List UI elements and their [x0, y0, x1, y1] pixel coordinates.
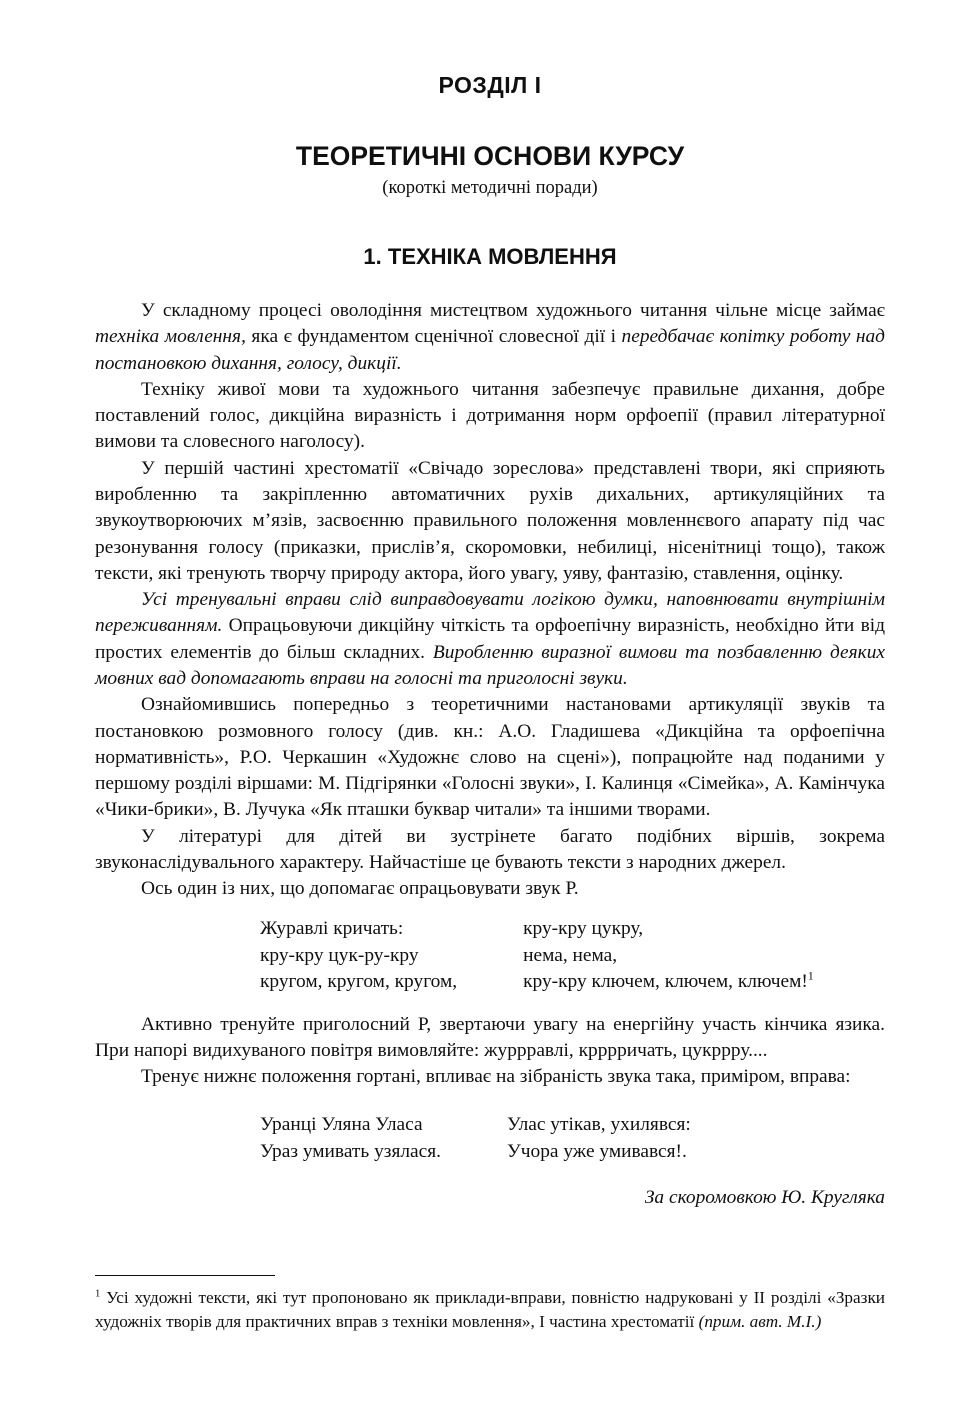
paragraph-4-part-b: Опрацьовуючи дикційну чіткість та орфоепічну виразність, необхідно йти від простих елементів до більш складних. [95, 615, 885, 663]
verse-cell-right: Улас утікав, ухилявся: [507, 1114, 691, 1136]
footnote-marker: 1 [95, 1288, 101, 1300]
verse-text: кру-кру ключем, ключем, ключем! [523, 971, 808, 993]
chapter-label: РОЗДІЛ I [438, 72, 542, 98]
verse-attribution: За скоромовкою Ю. Кругляка [644, 1187, 885, 1209]
verse-cell-left: кругом, кругом, кругом, [260, 971, 458, 993]
verse-block-cranes [260, 916, 814, 995]
verse-row [260, 969, 814, 995]
verse-cell-left: Уранці Уляна Уласа [260, 1114, 423, 1136]
verse-row [260, 916, 814, 942]
paragraph-7: Ось один із них, що допомагає опрацьовувати звук Р. [141, 878, 579, 900]
verse-cell-right [523, 969, 814, 995]
paragraph-6: У літературі для дітей ви зустрінете багато подібних віршів, зокрема звуконаслідувального характеру. Найчастіше це бувають тексти з народних джерел. [95, 825, 885, 873]
paragraph-8: Активно тренуйте приголосний Р, звертаючи увагу на енергійну участь кінчика язика. При напорі видихуваного повітря вимовляйте: журрравлі, крррричать, цукррру.... [95, 1013, 885, 1061]
verse-cell-right: нема, нема, [523, 944, 618, 966]
section-title: 1. ТЕХНІКА МОВЛЕННЯ [363, 244, 617, 269]
verse-cell-left: Ураз умивать узялася. [260, 1140, 442, 1162]
verse-block-ulyana [260, 1112, 691, 1165]
paragraph-1-emphasis-technique: техніка мовлення [95, 326, 242, 348]
paragraph-1 [95, 298, 885, 377]
paragraph-4-emphasis-c: Виробленню виразної вимови та позбавленню деяких мовних вад допомагають вправи на голосні та приголосні звуки. [95, 641, 885, 689]
footnote-text-a: Усі художні тексти, які тут пропоновано як приклади-вправи, повністю надруковані у II розділі «Зразки художніх творів для практичних вправ з техніки мовлення», І частина хрестоматії [95, 1288, 885, 1331]
paragraph-4-emphasis-a: Усі тренувальні вправи слід виправдовувати логікою думки, наповнювати внутрішнім переживанням. [95, 589, 885, 637]
paragraph-1-emphasis-work: передбачає копітку роботу над постановкою дихання, голосу, дикції. [95, 326, 885, 374]
verse-cell-right: Учора уже умивався!. [507, 1140, 687, 1162]
paragraph-3: У першій частині хрестоматії «Свічадо зореслова» представлені твори, які сприяють виробленню та закріпленню автоматичних рухів дихальних, артикуляційних та звукоутворюючих м’язів, засвоєнню правильного положення мовленнєвого апарату під час резонування голосу (приказки, прислів’я, скоромовки, небилиці, нісенітниці тощо), також тексти, які тренують творчу природу актора, його увагу, уяву, фантазію, ставлення, оцінку. [95, 457, 885, 584]
verse-cell-left: кру-кру цук-ру-кру [260, 944, 419, 966]
paragraph-4 [95, 587, 885, 692]
paragraph-2: Техніку живої мови та художнього читання забезпечує правильне дихання, добре поставлений голос, дикційна виразність і дотримання норм орфоепії (правил літературної вимови та словесного наголосу). [95, 378, 885, 453]
footnote-separator-rule [95, 1275, 275, 1276]
chapter-title: ТЕОРЕТИЧНІ ОСНОВИ КУРСУ [295, 141, 685, 171]
verse-cell-left: Журавлі кричать: [260, 918, 404, 940]
paragraph-1-part-c: , яка є фундаментом сценічної словесної дії і [241, 326, 622, 348]
paragraph-1-part-a: У складному процесі оволодіння мистецтвом художнього читання чільне місце займає [141, 300, 885, 321]
footnote-reference-marker: 1 [807, 968, 814, 983]
footnote-text-note: (прим. авт. М.І.) [698, 1311, 822, 1331]
verse-row [260, 1139, 691, 1165]
verse-cell-right: кру-кру цукру, [523, 918, 644, 940]
footnote-1 [95, 1286, 885, 1333]
chapter-subtitle: (короткі методичні поради) [382, 178, 598, 198]
verse-row [260, 1112, 691, 1138]
verse-row [260, 943, 814, 969]
paragraph-5: Ознайомившись попередньо з теоретичними настановами артикуляції звуків та постановкою розмовного голосу (див. кн.: А.О. Гладишева «Дикційна та орфоепічна нормативність», Р.О. Черкашин «Художнє слово на сцені»), попрацюйте над поданими у першому розділі віршами: М. Підгірянки «Голосні звуки», І. Калинця «Сімейка», А. Камінчука «Чики-брики», В. Лучука «Як пташки буквар читали» та іншими творами. [95, 694, 885, 821]
footnote-area [95, 1275, 885, 1333]
paragraph-9: Тренує нижнє положення гортані, впливає на зібраність звука така, приміром, вправа: [141, 1066, 851, 1088]
